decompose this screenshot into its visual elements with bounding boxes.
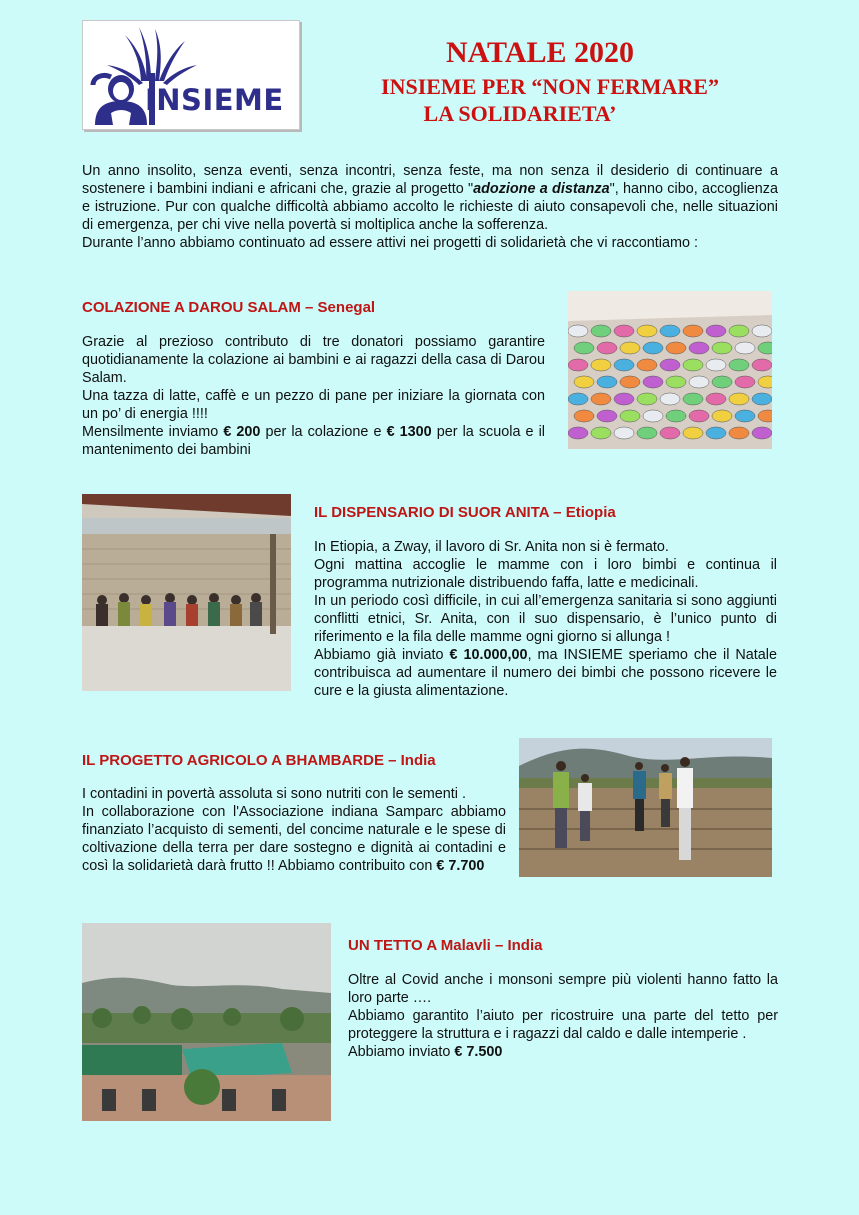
- logo-text: INSIEME: [145, 83, 284, 117]
- title-line-1: NATALE 2020: [445, 36, 635, 69]
- section-heading-dispensario: IL DISPENSARIO DI SUOR ANITA – Etiopia: [314, 504, 616, 521]
- section-body-colazione: Grazie al prezioso contributo di tre donatori possiamo garantire quotidianamente la colazione ai bambini e ai ragazzi della casa di Darou Salam. Una tazza di latte, caffè e un pezzo di pane per iniziare la giornata con un po’ di energia !!!! Mensilmente inviamo € 200 per la colazione e € 1300 per la scuola e il mantenimento dei bambini: [82, 334, 545, 458]
- adozione-emphasis: adozione a distanza: [473, 181, 610, 197]
- title-line-3: LA SOLIDARIETA’: [423, 101, 617, 126]
- section-body-tetto: Oltre al Covid anche i monsoni sempre più violenti hanno fatto la loro parte …. Abbiamo garantito l’aiuto per ricostruire una parte del tetto per proteggere la struttura e i ragazzi dal caldo e dalle intemperie . Abbiamo inviato € 7.500: [348, 972, 778, 1060]
- intro-paragraph-2: Durante l’anno abbiamo continuato ad essere attivi nei progetti di solidarietà che vi raccontiamo :: [82, 235, 698, 251]
- photo-tetto-building: [82, 923, 331, 1121]
- insieme-logo: [82, 20, 300, 130]
- title-line-2: INSIEME PER “NON FERMARE”: [381, 74, 719, 99]
- photo-colazione-bowls: [568, 291, 772, 449]
- section-heading-agricolo: IL PROGETTO AGRICOLO A BHAMBARDE – India: [82, 752, 436, 769]
- intro-text: [82, 162, 778, 252]
- section-heading-tetto: UN TETTO A Malavli – India: [348, 937, 543, 954]
- section-body-dispensario: In Etiopia, a Zway, il lavoro di Sr. Anita non si è fermato. Ogni mattina accoglie le mamme con i loro bimbi e continua il programma nutrizionale distribuendo faffa, latte e medicinali. In un periodo così difficile, in cui all’emergenza sanitaria si sono aggiunti conflitti etnici, Sr. Anita, con il suo dispensario, è l’unico punto di riferimento e la fila delle mamme ogni giorno si allunga ! Abbiamo già inviato € 10.000,00, ma INSIEME speriamo che il Natale contribuisca ad aumentare il numero dei bimbi che possono ricevere le cure e la giusta alimentazione.: [314, 539, 777, 699]
- photo-agricolo-field: [519, 738, 772, 877]
- intro-paragraph-1: Un anno insolito, senza eventi, senza incontri, senza feste, ma non senza il desiderio di continuare a sostenere i bambini indiani e africani che, grazie al progetto "adozione a distanza", hanno cibo, accoglienza e istruzione. Pur con qualche difficoltà abbiamo accolto le richieste di aiuto consapevoli che, nelle situazioni di emergenza, per chi vive nella povertà si moltiplica anche la sofferenza.: [82, 163, 778, 233]
- photo-dispensario: [82, 494, 291, 691]
- section-heading-colazione: COLAZIONE A DAROU SALAM – Senegal: [82, 299, 376, 316]
- section-body-agricolo: I contadini in povertà assoluta si sono nutriti con le sementi . In collaborazione con l'Associazione indiana Samparc abbiamo finanziato l’acquisto di sementi, del concime naturale e le spese di coltivazione della terra per dare sostegno e dignità ai contadini e così la solidarietà darà frutto !! Abbiamo contribuito con € 7.700: [82, 786, 506, 874]
